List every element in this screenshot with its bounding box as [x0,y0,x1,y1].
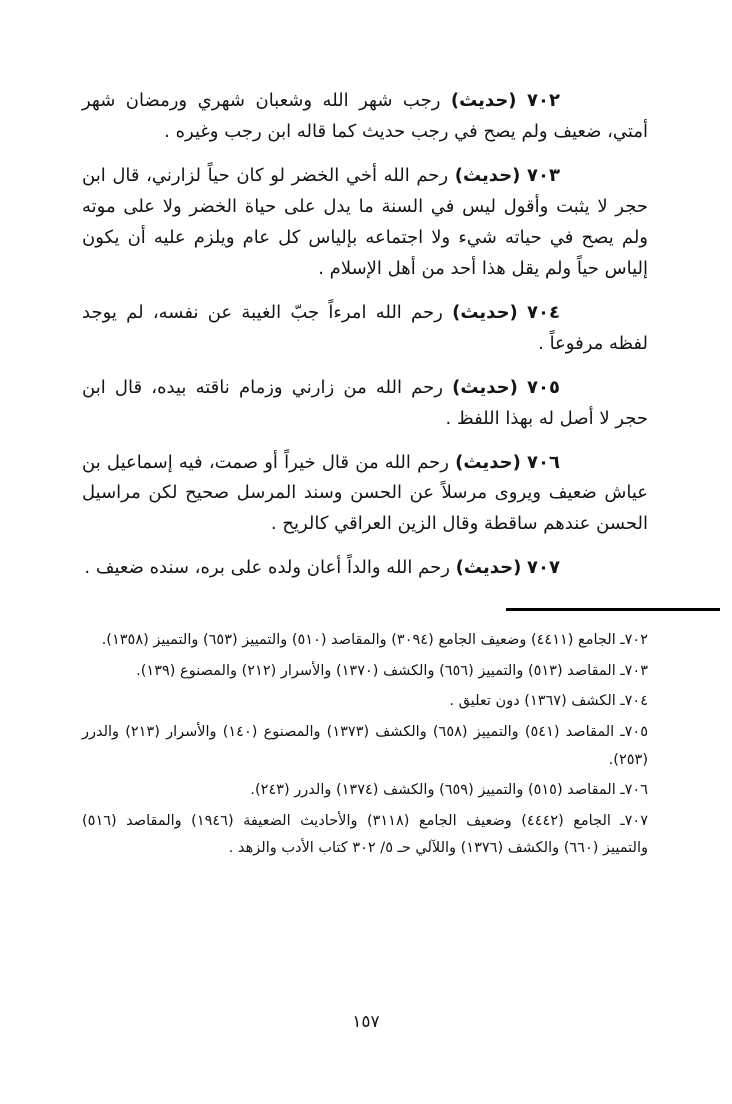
hadith-section [82,86,648,584]
footnote-marker: ٧٠٦ـ [620,782,648,799]
hadith-label: (حديث) [452,376,518,398]
footnote-item [82,688,648,716]
footnote-marker: ٧٠٤ـ [620,693,648,710]
footnote-item [82,808,648,863]
footnote-item [82,658,648,686]
footnote-text: المقاصد (٥٤١) والتمييز (٦٥٨) والكشف (١٣٧٣) والمصنوع (١٤٠) والأسرار (٢١٣) والدرر (٢٥٣). [82,723,648,768]
hadith-label: (حديث) [452,301,518,323]
hadith-text: رحم الله امرءاً جبّ الغيبة عن نفسه، لم يوجد لفظه مرفوعاً . [82,301,648,354]
hadith-text: رجب شهر الله وشعبان شهري ورمضان شهر أمتي، ضعيف ولم يصح في رجب حديث كما قاله ابن رجب وغيره . [82,90,648,142]
footnote-text: الكشف (١٣٦٧) دون تعليق . [449,693,616,710]
footnote-text: المقاصد (٥١٣) والتمييز (٦٥٦) والكشف (١٣٧٠) والأسرار (٢١٢) والمصنوع (١٣٩). [136,662,616,679]
hadith-entry [82,298,648,360]
footnote-marker: ٧٠٣ـ [620,662,648,679]
hadith-number: ٧٠٥ [527,376,560,398]
hadith-label: (حديث) [455,557,522,579]
hadith-entry [82,373,648,435]
footnote-text: المقاصد (٥١٥) والتمييز (٦٥٩) والكشف (١٣٧٤) والدرر (٢٤٣). [250,782,616,799]
hadith-entry [82,553,648,584]
hadith-text: رحم الله من زارني وزمام ناقته بيده، قال ابن حجر لا أصل له بهذا اللفظ . [82,376,648,429]
hadith-text: رحم الله أخي الخضر لو كان حياً لزارني، قال ابن حجر لا يثبت وأقول ليس في السنة ما يدل على حياة الخضر ولا على موته ولم يصح في حياته شيء ولا اجتماعه بإلياس كل عام ويلزم عليه أن يكون إلياس حياً ولم يقل هذا أحد من أهل الإسلام . [82,164,648,279]
footnotes-section [82,627,648,862]
hadith-number: ٧٠٣ [527,164,560,186]
footnote-marker: ٧٠٥ـ [620,723,648,740]
footnote-marker: ٧٠٧ـ [620,812,649,829]
hadith-entry [82,161,648,285]
footnote-marker: ٧٠٢ـ [620,632,648,649]
hadith-label: (حديث) [454,164,521,186]
hadith-label: (حديث) [450,90,517,111]
hadith-entry [82,448,648,541]
footnote-text: الجامع (٤٤١١) وضعيف الجامع (٣٠٩٤) والمقاصد (٥١٠) والتمييز (٦٥٣) والتمييز (١٣٥٨). [101,632,616,649]
footnote-separator [506,608,720,611]
hadith-number: ٧٠٧ [527,557,560,579]
hadith-number: ٧٠٤ [527,301,560,323]
footnote-item [82,627,648,655]
page-number: ١٥٧ [352,1012,380,1032]
footnote-item [82,719,648,774]
footnote-item [82,777,648,805]
hadith-number: ٧٠٢ [527,90,560,111]
footnote-text: الجامع (٤٤٤٢) وضعيف الجامع (٣١١٨) والأحاديث الضعيفة (١٩٤٦) والمقاصد (٥١٦) والتمييز (٦٦٠) والكشف (١٣٧٦) واللآلي حـ ٥/ ٣٠٢ كتاب الأدب والزهد . [82,812,648,857]
hadith-number: ٧٠٦ [527,451,560,473]
hadith-label: (حديث) [455,451,521,473]
hadith-text: رحم الله من قال خيراً أو صمت، فيه إسماعيل بن عياش ضعيف ويروى مرسلاً عن الحسن وسند المرسل صحيح لكن مراسيل الحسن عندهم ساقطة وقال الزين العراقي كالريح . [82,451,648,535]
hadith-text: رحم الله والداً أعان ولده على بره، سنده ضعيف . [84,557,450,579]
hadith-entry [82,86,648,148]
